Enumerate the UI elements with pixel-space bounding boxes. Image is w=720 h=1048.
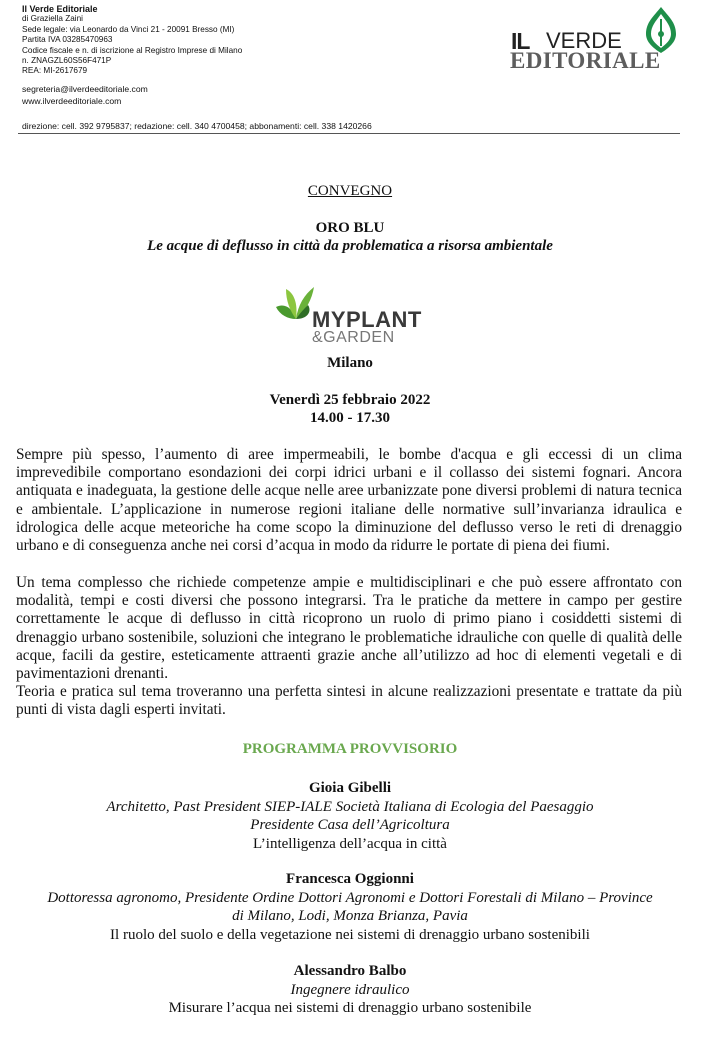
logo-garden: &GARDEN xyxy=(312,329,395,346)
company-line: di Graziella Zaini xyxy=(22,14,83,24)
company-line: Codice fiscale e n. di iscrizione al Registro Imprese di Milano xyxy=(22,45,243,55)
speaker-role: Presidente Casa dell’Agricoltura xyxy=(250,817,450,833)
website-link[interactable]: www.ilverdeeditoriale.com xyxy=(22,96,122,106)
speaker-role: di Milano, Lodi, Monza Brianza, Pavia xyxy=(232,908,468,924)
company-line: Sede legale: via Leonardo da Vinci 21 - 20091 Bresso (MI) xyxy=(22,24,235,34)
logo-editoriale: EDITORIALE xyxy=(510,48,661,73)
event-date: Venerdì 25 febbraio 2022 xyxy=(269,392,431,408)
paragraph: Teoria e pratica sul tema troveranno una perfetta sintesi in alcune realizzazioni presentate e trattate da più punti di vista dagli esperti invitati. xyxy=(16,683,682,719)
header-divider xyxy=(18,133,680,134)
contacts xyxy=(22,83,148,107)
speaker xyxy=(0,870,700,944)
speaker-role: Dottoressa agronomo, Presidente Ordine Dottori Agronomi e Dottori Forestali di Milano – Province xyxy=(47,889,653,906)
speaker-talk: Misurare l’acqua nei sistemi di drenaggio urbano sostenibile xyxy=(168,1000,532,1016)
speaker-role: Ingegnere idraulico xyxy=(290,981,410,998)
il-verde-editoriale-logo xyxy=(510,6,690,72)
paragraph: Un tema complesso che richiede competenze ampie e multidisciplinari e che può essere affrontato con modalità, tempi e costi diversi che possono integrarsi. Tra le pratiche da mettere in campo per gestire correttamente le acque di deflusso in città ricoprono un ruolo di primo piano i cosiddetti sistemi di drenaggio urbano sostenibile, soluzioni che integrano le problematiche idrauliche con quelle di qualità delle acque, facili da gestire, esteticamente attraenti grazie anche all’utilizzo ad hoc di elementi vegetali e di pavimentazioni drenanti. xyxy=(16,574,682,683)
speaker-talk: Il ruolo del suolo e della vegetazione nei sistemi di drenaggio urbano sostenibili xyxy=(110,926,590,943)
speaker-role: Architetto, Past President SIEP-IALE Società Italiana di Ecologia del Paesaggio xyxy=(106,798,594,815)
event-subtitle: Le acque di deflusso in città da problematica a risorsa ambientale xyxy=(147,238,553,254)
company-line: Partita IVA 03285470963 xyxy=(22,35,113,45)
myplant-garden-logo xyxy=(272,283,424,349)
speaker-name: Alessandro Balbo xyxy=(293,963,407,979)
speaker-name: Gioia Gibelli xyxy=(308,780,392,796)
event-title: ORO BLU xyxy=(315,220,385,236)
event-time: 14.00 - 17.30 xyxy=(310,410,390,426)
program-heading: PROGRAMMA PROVVISORIO xyxy=(242,741,458,757)
pen-nib-icon xyxy=(638,6,684,54)
email-link[interactable]: segreteria@ilverdeeditoriale.com xyxy=(22,84,148,94)
company-info xyxy=(22,4,242,77)
phone-numbers: direzione: cell. 392 9795837; redazione: cell. 340 4700458; abbonamenti: cell. 338 1420266 xyxy=(22,121,372,131)
speaker xyxy=(0,962,700,1018)
event-kind: CONVEGNO xyxy=(307,183,393,199)
speaker-name: Francesca Oggionni xyxy=(286,871,414,887)
company-name: Il Verde Editoriale xyxy=(22,4,98,14)
logo-il: IL xyxy=(511,28,530,54)
logo-myplant: MYPLANT xyxy=(312,307,422,332)
speaker-talk: L’intelligenza dell’acqua in città xyxy=(253,835,447,852)
company-line: REA: MI-2617679 xyxy=(22,66,88,76)
speaker xyxy=(0,779,700,853)
paragraph: Sempre più spesso, l’aumento di aree impermeabili, le bombe d'acqua e gli eccessi di un clima imprevedibile comportano esondazioni dei corpi idrici urbani e il collasso dei sistemi fognari. Ancora antiquata e inadeguata, la gestione delle acque nelle aree urbanizzate pone diversi problemi di natura tecnica e ambientale. L’applicazione in numerose regioni italiane delle normative sull’invarianza idraulica e idrologica delle acque meteoriche ha come scopo la diminuzione del deflusso verso le reti di drenaggio urbano e di conseguenza anche nei corsi d’acqua in modo da ridurre le portate di piena dei fiumi. xyxy=(16,446,682,555)
logo-verde: VERDE xyxy=(546,28,622,53)
company-line: n. ZNAGZL60S56F471P xyxy=(22,56,112,66)
event-city: Milano xyxy=(327,355,373,371)
